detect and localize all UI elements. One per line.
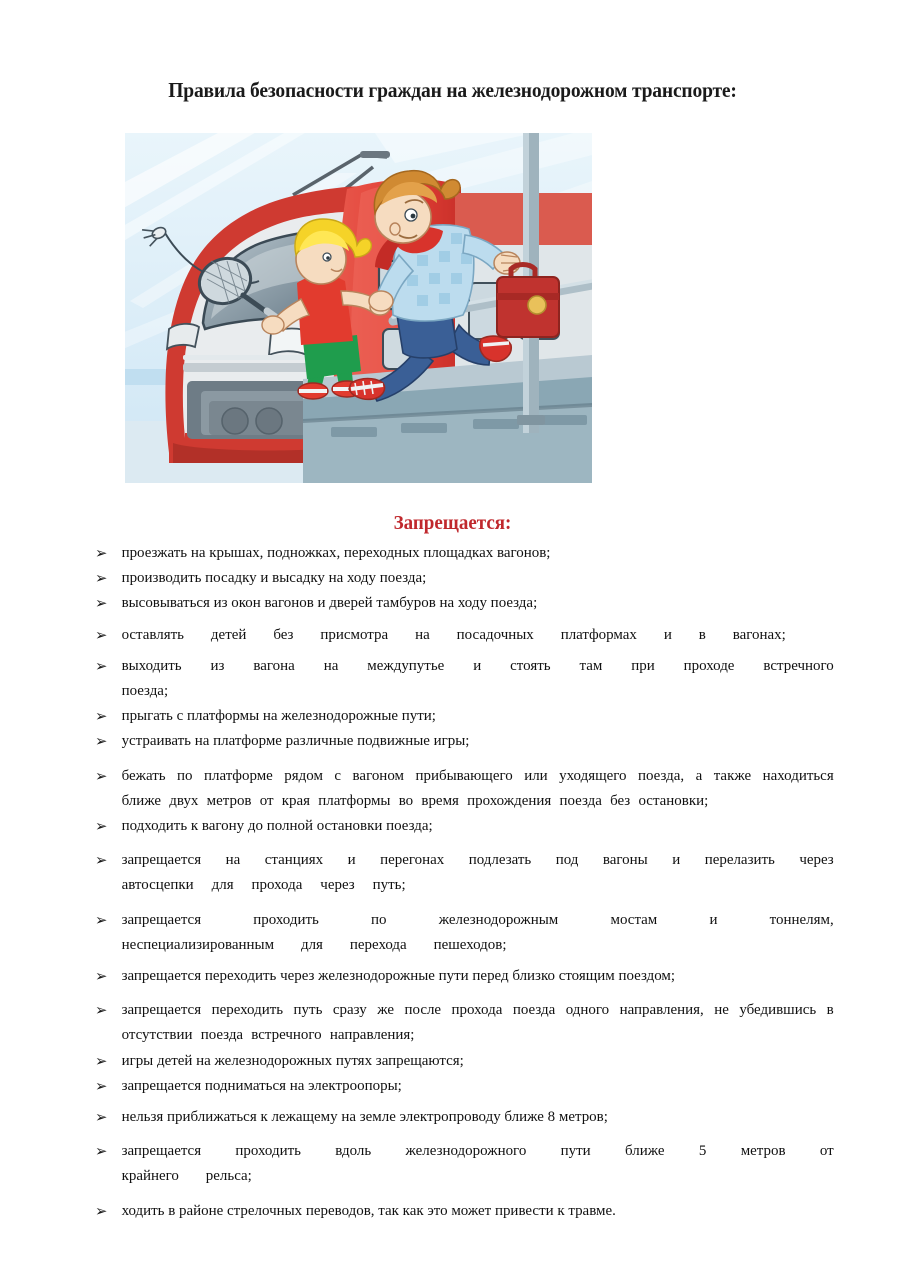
rule-text: прыгать с платформы на железнодорожные пути; xyxy=(121,707,436,725)
man-shoe-back xyxy=(349,379,385,400)
rule-text: проезжать на крышах, подножках, переходных площадках вагонов; xyxy=(121,544,551,561)
rule-list-item xyxy=(93,1198,834,1223)
safety-illustration xyxy=(125,133,592,483)
arrowhead-bullet-icon: ➢ xyxy=(94,967,108,986)
rule-text: запрещается проходить по железнодорожным мостам и тоннелям, неспециализированным для перехода пешеходов; xyxy=(121,910,834,953)
rule-text: бежать по платформе рядом с вагоном прибывающего или уходящего поезда, а также находиться ближе двух метров от края платформы во время прохождения поезда без остановки; xyxy=(121,766,834,809)
arrowhead-bullet-icon: ➢ xyxy=(94,732,108,751)
rule-text: выходить из вагона на междупутье и стоять там при проходе встречного поезда; xyxy=(121,656,834,700)
rule-list-item xyxy=(93,1048,834,1073)
grille-dial-left xyxy=(222,408,248,434)
arrowhead-bullet-icon: ➢ xyxy=(94,569,108,588)
rule-list-item xyxy=(93,813,834,838)
arrowhead-bullet-icon: ➢ xyxy=(94,766,108,785)
arrowhead-bullet-icon: ➢ xyxy=(94,1001,108,1020)
arrowhead-bullet-icon: ➢ xyxy=(94,625,108,644)
railway-cartoon-svg xyxy=(125,133,592,483)
rule-list-item xyxy=(93,847,834,897)
prohibition-heading: Запрещается: xyxy=(393,512,512,534)
rule-list-item xyxy=(93,540,834,565)
prohibition-list xyxy=(93,540,845,1223)
rule-text: запрещается на станциях и перегонах подлезать под вагоны и перелазить через автосцепки для прохода через путь; xyxy=(121,851,834,894)
arrowhead-bullet-icon: ➢ xyxy=(94,1051,108,1070)
arrowhead-bullet-icon: ➢ xyxy=(94,544,108,562)
arrowhead-bullet-icon: ➢ xyxy=(94,910,108,929)
rule-text: ходить в районе стрелочных переводов, так как это может привести к травме. xyxy=(121,1201,616,1219)
rule-list-item xyxy=(93,590,834,615)
arrowhead-bullet-icon: ➢ xyxy=(94,594,108,613)
rule-list-item xyxy=(93,907,834,957)
rule-text: высовываться из окон вагонов и дверей тамбуров на ходу поезда; xyxy=(121,594,538,612)
man-hand-left xyxy=(369,291,393,311)
rule-list-item xyxy=(93,763,834,813)
rule-text: запрещается переходить через железнодорожные пути перед близко стоящим поездом; xyxy=(121,967,676,985)
rule-text: оставлять детей без присмотра на посадочных платформах и в вагонах; xyxy=(121,625,786,643)
man-shoe-front xyxy=(480,336,512,361)
arrowhead-bullet-icon: ➢ xyxy=(94,851,108,870)
grille-dial-right xyxy=(256,408,282,434)
rule-list-item xyxy=(93,703,834,728)
rule-text: подходить к вагону до полной остановки поезда; xyxy=(121,817,433,835)
briefcase-clasp xyxy=(528,296,546,314)
rule-text: устраивать на платформе различные подвижные игры; xyxy=(121,732,470,750)
rule-text: запрещается подниматься на электроопоры; xyxy=(121,1076,402,1094)
rule-text: запрещается проходить вдоль железнодорожного пути ближе 5 метров от крайнего рельса; xyxy=(121,1142,834,1185)
rule-list-item xyxy=(93,997,834,1047)
arrowhead-bullet-icon: ➢ xyxy=(94,1108,108,1127)
page-title: Правила безопасности граждан на железнодорожном транспорте: xyxy=(168,78,737,102)
rule-text: нельзя приближаться к лежащему на земле электропроводу ближе 8 метров; xyxy=(121,1108,608,1126)
arrowhead-bullet-icon: ➢ xyxy=(94,656,108,675)
rule-list-item xyxy=(93,1104,834,1129)
rule-text: запрещается переходить путь сразу же после прохода поезда одного направления, не убедившись в отсутствии поезда встречного направления; xyxy=(121,1001,834,1044)
rule-list-item xyxy=(93,565,834,590)
rule-list-item xyxy=(93,1138,834,1188)
arrowhead-bullet-icon: ➢ xyxy=(94,1142,108,1161)
arrowhead-bullet-icon: ➢ xyxy=(94,1201,108,1220)
rule-list-item xyxy=(93,963,834,988)
arrowhead-bullet-icon: ➢ xyxy=(94,1076,108,1095)
man-nose xyxy=(390,223,400,235)
arrowhead-bullet-icon: ➢ xyxy=(94,707,108,726)
rule-list-item xyxy=(93,622,834,647)
rule-list-item xyxy=(93,728,834,753)
rule-text: игры детей на железнодорожных путях запрещаются; xyxy=(121,1051,464,1069)
rule-text: производить посадку и высадку на ходу поезда; xyxy=(121,569,427,587)
arrowhead-bullet-icon: ➢ xyxy=(94,817,108,836)
rule-list-item xyxy=(93,653,834,703)
rule-list-item xyxy=(93,1073,834,1098)
